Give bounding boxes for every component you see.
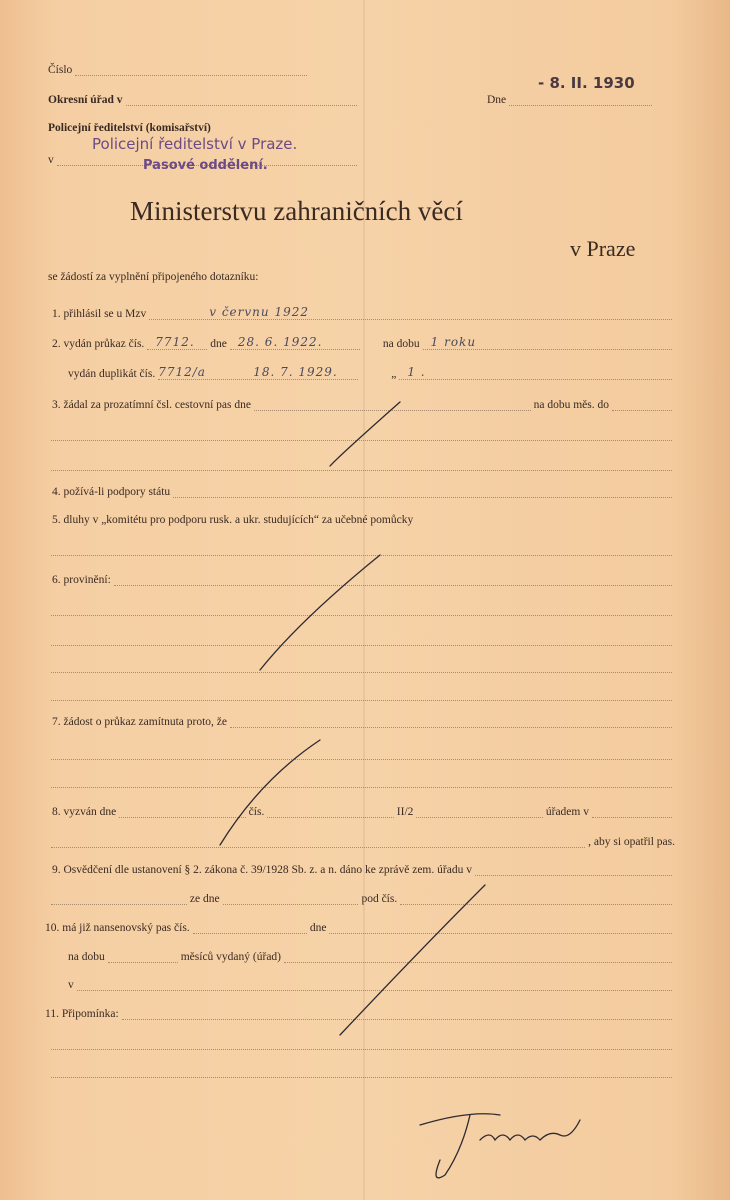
cislo-label: Číslo [48,64,73,76]
item-10-label: 10. má již nansenovský pas čís. [45,922,190,934]
item-3-na-dobu: na dobu měs. do [533,399,609,411]
strike-line-3 [330,402,400,466]
strike-line-10 [340,885,485,1035]
item-8-uradem: úřadem v [545,806,589,818]
item-2b-date: 18. 7. 1929. [253,365,338,379]
item-10-mesicu: měsíců vydaný (úřad) [180,951,282,963]
item-11-label: 11. Připomínka: [45,1008,119,1020]
item-10-dne: dne [309,922,327,934]
item-8-label: 8. vyzván dne [52,806,117,818]
item-2-date: 28. 6. 1922. [237,335,323,349]
item-8-cis: čís. [248,806,265,818]
item-6-label: 6. provinění: [52,574,111,586]
item-2-na-dobu: na dobu [382,338,420,350]
intro-text: se žádostí za vyplnění připojeného dotazníku: [48,271,259,283]
item-2b-label: vydán duplikát čís. [68,368,156,380]
item-8-ref: II/2 [396,806,414,818]
item-9-label: 9. Osvědčení dle ustanovení § 2. zákona č. 39/1928 Sb. z. a n. dáno ke zprávě zem. úřadu v [52,864,472,876]
dne-label: Dne [487,94,507,106]
item-2b-num: 7712/a [158,365,206,379]
item-2-label: 2. vydán průkaz čís. [52,338,145,350]
police-stamp-line2: Pasové oddělení. [143,158,268,173]
v-label: v [48,154,54,166]
item-10-na-dobu: na dobu [68,951,105,963]
item-2b-ditto: „ [391,368,397,380]
item-10-v-label: v [68,979,74,991]
item-9-pod-cis: pod čís. [361,893,398,905]
item-4-label: 4. požívá-li podpory státu [52,486,171,498]
okresni-label: Okresní úřad v [48,94,123,106]
document-title: Ministerstvu zahraničních věcí [130,196,463,226]
item-9-ze-dne: ze dne [189,893,220,905]
strike-line-6 [260,555,380,670]
item-8-tail: , aby si opatřil pas. [588,836,675,848]
policejni-label: Policejní ředitelství (komisařství) [48,122,211,134]
signature-icon [420,1114,580,1178]
item-7-label: 7. žádost o průkaz zamítnuta proto, že [52,716,227,728]
police-stamp-line1: Policejní ředitelství v Praze. [92,135,298,153]
item-2-duration: 1 roku [430,335,477,349]
item-3-label: 3. žádal za prozatímní čsl. cestovní pas dne [52,399,251,411]
item-1-label: 1. přihlásil se u Mzv [52,308,147,320]
item-2b-duration: 1 . [407,365,426,379]
item-2-num: 7712. [155,335,195,349]
date-stamp: - 8. II. 1930 [538,74,635,92]
strike-line-8 [220,740,320,845]
item-5-label: 5. dluhy v „komitétu pro podporu rusk. a ukr. studujících“ za učebné pomůcky [52,514,414,526]
item-1-value: v červnu 1922 [209,305,309,319]
item-2-dne: dne [210,338,227,350]
document-title-city: v Praze [570,236,636,261]
